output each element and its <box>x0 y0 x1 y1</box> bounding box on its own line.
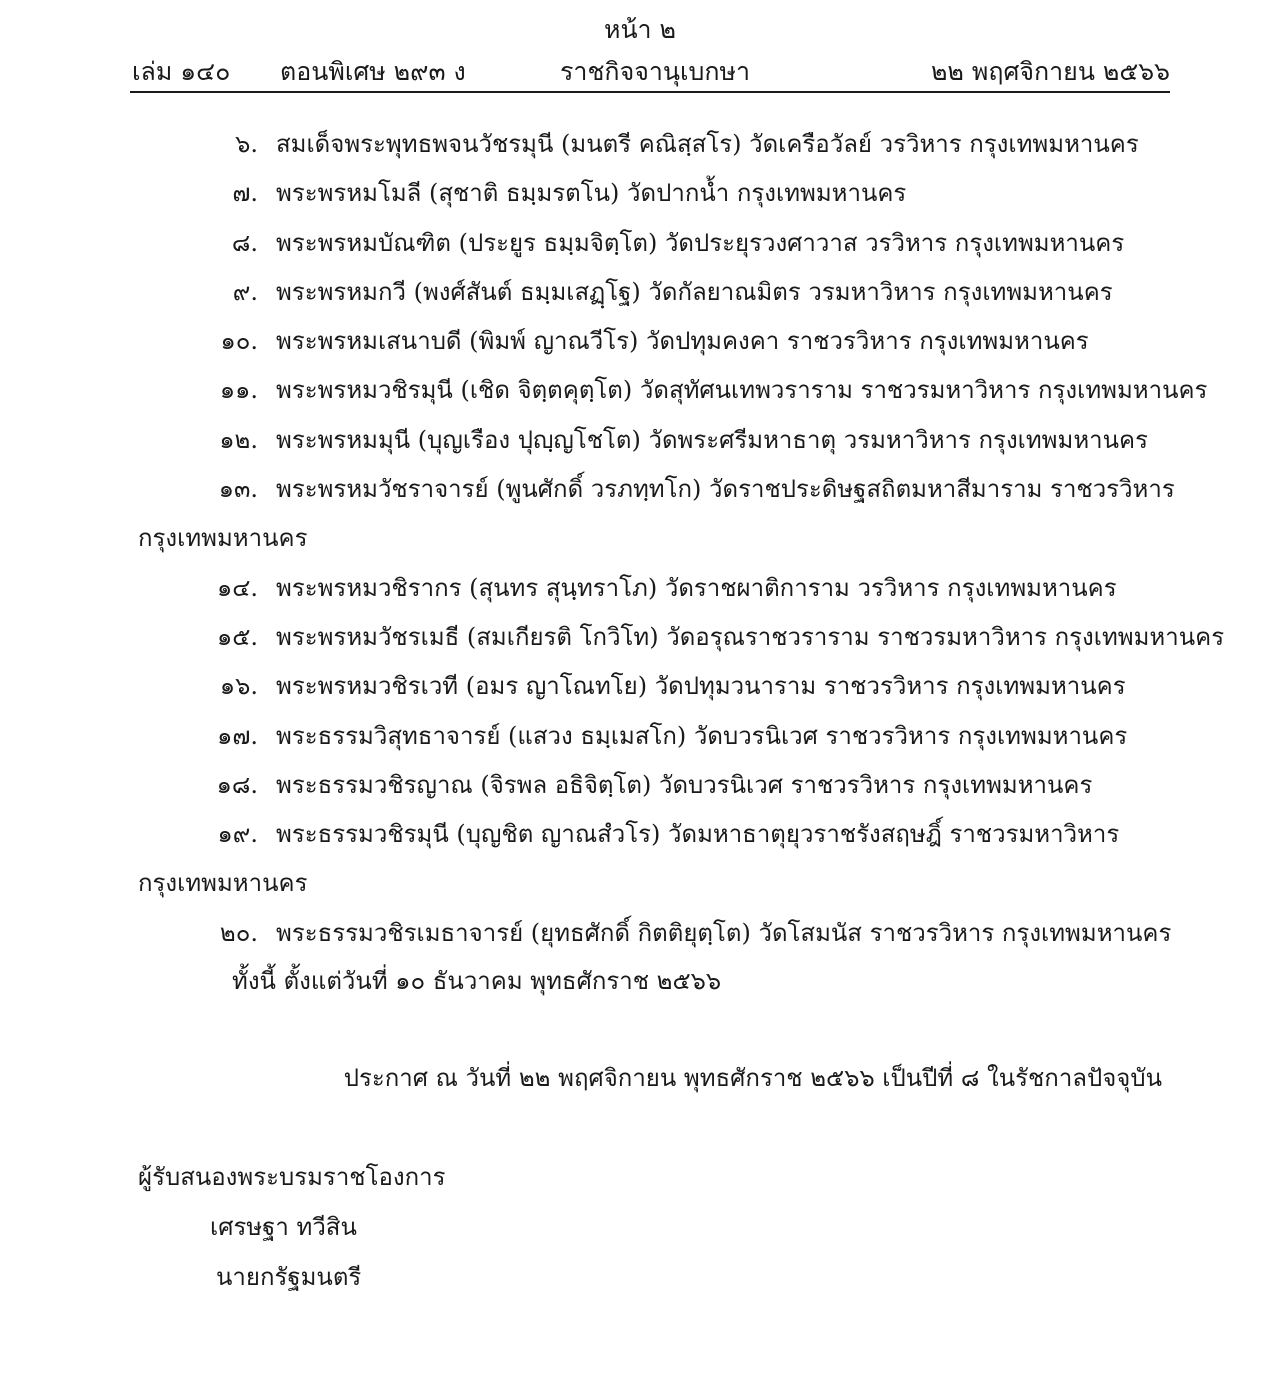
list-item <box>0 272 1280 321</box>
countersign-title: ผู้รับสนองพระบรมราชโองการ <box>138 1163 446 1191</box>
item-text: พระพรหมบัณฑิต (ประยูร ธมฺมจิตฺโต) วัดประยุรวงศาวาส วรวิหาร กรุงเทพมหานคร <box>276 228 1125 257</box>
countersign-name: เศรษฐา ทวีสิน <box>210 1213 357 1241</box>
list-item <box>0 617 1280 666</box>
page-number: หน้า ๒ <box>603 15 677 44</box>
item-number: ๖. <box>235 130 258 158</box>
item-text: สมเด็จพระพุทธพจนวัชรมุนี (มนตรี คณิสฺสโร) วัดเครือวัลย์ วรวิหาร กรุงเทพมหานคร <box>276 130 1139 158</box>
header-divider <box>130 91 1170 93</box>
list-item <box>0 913 1280 962</box>
list-item <box>0 321 1280 370</box>
item-text-continuation: กรุงเทพมหานคร <box>138 869 308 898</box>
list-item <box>0 814 1280 863</box>
item-text: พระพรหมโมลี (สุชาติ ธมฺมรตโน) วัดปากน้ำ กรุงเทพมหานคร <box>276 179 907 208</box>
effective-date-statement: ทั้งนี้ ตั้งแต่วันที่ ๑๐ ธันวาคม พุทธศักราช ๒๕๖๖ <box>232 967 722 995</box>
item-text: พระพรหมวชิรเวที (อมร ญาโณทโย) วัดปทุมวนาราม ราชวรวิหาร กรุงเทพมหานคร <box>276 672 1126 701</box>
list-item-continuation <box>0 518 1280 567</box>
item-number: ๑๖. <box>219 672 258 701</box>
header-volume: เล่ม ๑๔๐ <box>132 57 231 86</box>
list-item <box>0 716 1280 765</box>
item-text: พระพรหมวัชราจารย์ (พูนศักดิ์ วรภทฺทโก) วัดราชประดิษฐสถิตมหาสีมาราม ราชวรวิหาร <box>276 475 1175 504</box>
gazette-header <box>132 52 1170 88</box>
item-number: ๑๑. <box>219 376 258 405</box>
item-text: พระพรหมวชิรากร (สุนทร สุนฺทราโภ) วัดราชผาติการาม วรวิหาร กรุงเทพมหานคร <box>276 573 1117 602</box>
item-number: ๒๐. <box>219 918 258 947</box>
list-item-continuation <box>0 863 1280 912</box>
item-number: ๑๘. <box>216 770 258 799</box>
item-number: ๑๙. <box>217 820 258 849</box>
item-number: ๗. <box>232 179 258 208</box>
countersign-position: นายกรัฐมนตรี <box>216 1263 362 1291</box>
list-item <box>0 469 1280 518</box>
proclamation-date: ประกาศ ณ วันที่ ๒๒ พฤศจิกายน พุทธศักราช ๒๕๖๖ เป็นปีที่ ๘ ในรัชกาลปัจจุบัน <box>343 1064 1162 1092</box>
list-item <box>0 420 1280 469</box>
item-number: ๑๗. <box>217 721 258 750</box>
item-text: พระธรรมวชิรเมธาจารย์ (ยุทธศักดิ์ กิตติยุตฺโต) วัดโสมนัส ราชวรวิหาร กรุงเทพมหานคร <box>276 918 1172 947</box>
list-item <box>0 173 1280 222</box>
item-text: พระธรรมวิสุทธาจารย์ (แสวง ธมฺเมสโก) วัดบวรนิเวศ ราชวรวิหาร กรุงเทพมหานคร <box>276 721 1128 750</box>
item-text: พระธรรมวชิรมุนี (บุญชิต ญาณสํวโร) วัดมหาธาตุยุวราชรังสฤษฎิ์ ราชวรมหาวิหาร <box>276 820 1120 849</box>
item-number: ๑๓. <box>218 475 258 504</box>
item-text: พระพรหมกวี (พงศ์สันต์ ธมฺมเสฏฺโฐ) วัดกัลยาณมิตร วรมหาวิหาร กรุงเทพมหานคร <box>276 277 1113 306</box>
header-gazette-name: ราชกิจจานุเบกษา <box>560 57 751 86</box>
appointment-list <box>0 124 1280 962</box>
item-number: ๘. <box>231 228 258 257</box>
header-date: ๒๒ พฤศจิกายน ๒๕๖๖ <box>930 57 1170 86</box>
item-text: พระพรหมมุนี (บุญเรือง ปุญฺญโชโต) วัดพระศรีมหาธาตุ วรมหาวิหาร กรุงเทพมหานคร <box>276 425 1148 454</box>
header-issue: ตอนพิเศษ ๒๙๓ ง <box>280 57 466 86</box>
item-number: ๑๕. <box>216 622 258 651</box>
list-item <box>0 765 1280 814</box>
list-item <box>0 370 1280 419</box>
item-text: พระพรหมวชิรมุนี (เชิด จิตฺตคุตฺโต) วัดสุทัศนเทพวราราม ราชวรมหาวิหาร กรุงเทพมหานคร <box>276 376 1208 405</box>
item-text: พระพรหมวัชรเมธี (สมเกียรติ โกวิโท) วัดอรุณราชวราราม ราชวรมหาวิหาร กรุงเทพมหานคร <box>276 622 1225 651</box>
item-text: พระพรหมเสนาบดี (พิมพ์ ญาณวีโร) วัดปทุมคงคา ราชวรวิหาร กรุงเทพมหานคร <box>276 327 1089 356</box>
item-text-continuation: กรุงเทพมหานคร <box>138 524 308 553</box>
item-number: ๑๔. <box>216 573 258 602</box>
list-item <box>0 666 1280 715</box>
list-item <box>0 223 1280 272</box>
list-item <box>0 568 1280 617</box>
list-item <box>0 124 1280 173</box>
item-number: ๙. <box>232 277 258 306</box>
item-number: ๑๐. <box>220 327 258 356</box>
item-number: ๑๒. <box>219 425 258 454</box>
item-text: พระธรรมวชิรญาณ (จิรพล อธิจิตฺโต) วัดบวรนิเวศ ราชวรวิหาร กรุงเทพมหานคร <box>276 770 1093 799</box>
